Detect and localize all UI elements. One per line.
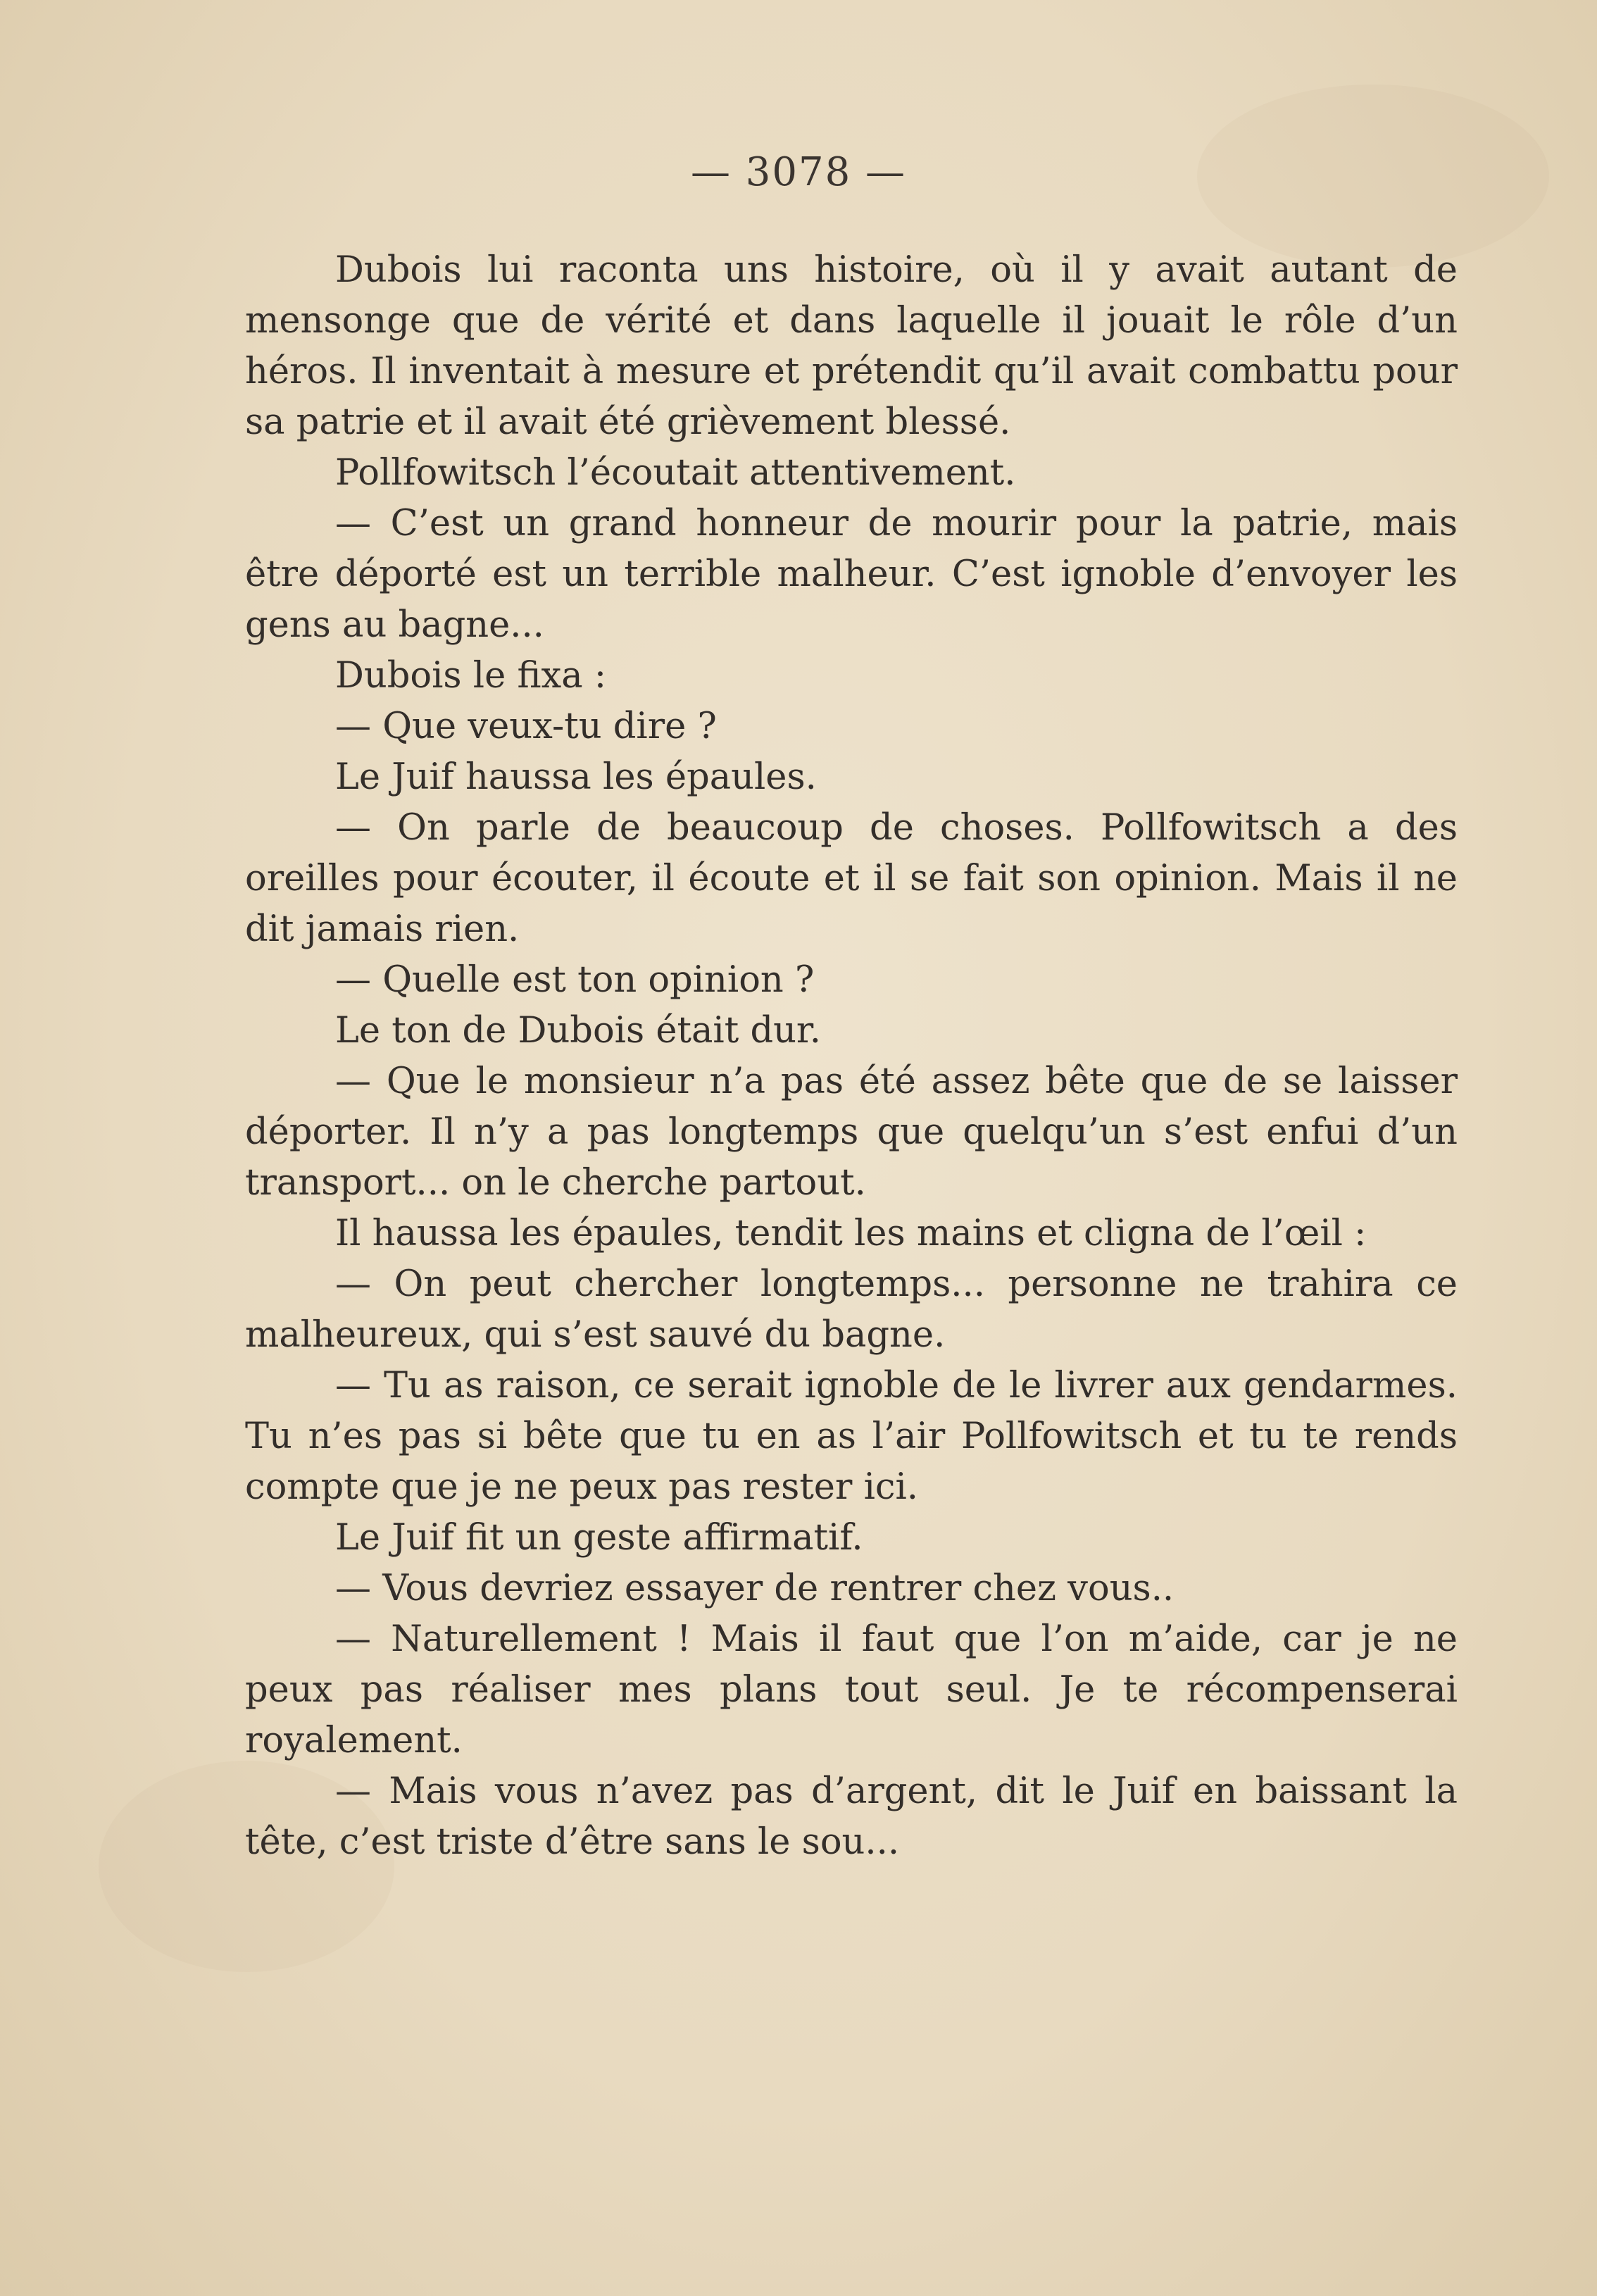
paragraph: — C’est un grand honneur de mourir pour la patrie, mais être déporté est un terrible malheur. C’est ignoble d’envoyer les gens au bagne...: [245, 503, 1458, 646]
paragraph: Pollfowitsch l’écoutait attentivement.: [335, 452, 1016, 494]
paragraph: — Tu as raison, ce serait ignoble de le livrer aux gendarmes. Tu n’es pas si bête que tu en as l’air Pollfowitsch et tu te rends compte que je ne peux pas rester ici.: [245, 1365, 1458, 1508]
body-text: [245, 245, 1458, 1868]
paragraph: Le ton de Dubois était dur.: [335, 1010, 821, 1052]
paragraph: Le Juif fit un geste affirmatif.: [335, 1517, 863, 1559]
paragraph: — Quelle est ton opinion ?: [335, 959, 815, 1001]
paragraph: — Que veux-tu dire ?: [335, 706, 717, 747]
paragraph: — Vous devriez essayer de rentrer chez vous..: [335, 1568, 1175, 1609]
paragraph: — Que le monsieur n’a pas été assez bête que de se laisser déporter. Il n’y a pas longtemps que quelqu’un s’est enfui d’un transport... on le cherche partout.: [245, 1061, 1458, 1204]
paragraph: — On parle de beaucoup de choses. Pollfowitsch a des oreilles pour écouter, il écoute et il se fait son opinion. Mais il ne dit jamais rien.: [245, 807, 1458, 950]
paragraph: — On peut chercher longtemps... personne ne trahira ce malheureux, qui s’est sauvé du bagne.: [245, 1264, 1458, 1356]
paragraph: Dubois lui raconta uns histoire, où il y avait autant de mensonge que de vérité et dans laquelle il jouait le rôle d’un héros. Il inventait à mesure et prétendit qu’il avait combattu pour sa patrie et il avait été grièvement blessé.: [245, 249, 1458, 443]
paragraph: Dubois le fixa :: [335, 655, 607, 697]
page-number: — 3078 —: [690, 149, 907, 195]
paragraph: — Naturellement ! Mais il faut que l’on m’aide, car je ne peux pas réaliser mes plans tout seul. Je te récompenserai royalement.: [245, 1618, 1458, 1761]
paragraph: Le Juif haussa les épaules.: [335, 756, 817, 798]
paragraph: Il haussa les épaules, tendit les mains et cligna de l’œil :: [335, 1213, 1367, 1254]
paragraph: — Mais vous n’avez pas d’argent, dit le Juif en baissant la tête, c’est triste d’être sans le sou...: [245, 1771, 1458, 1863]
